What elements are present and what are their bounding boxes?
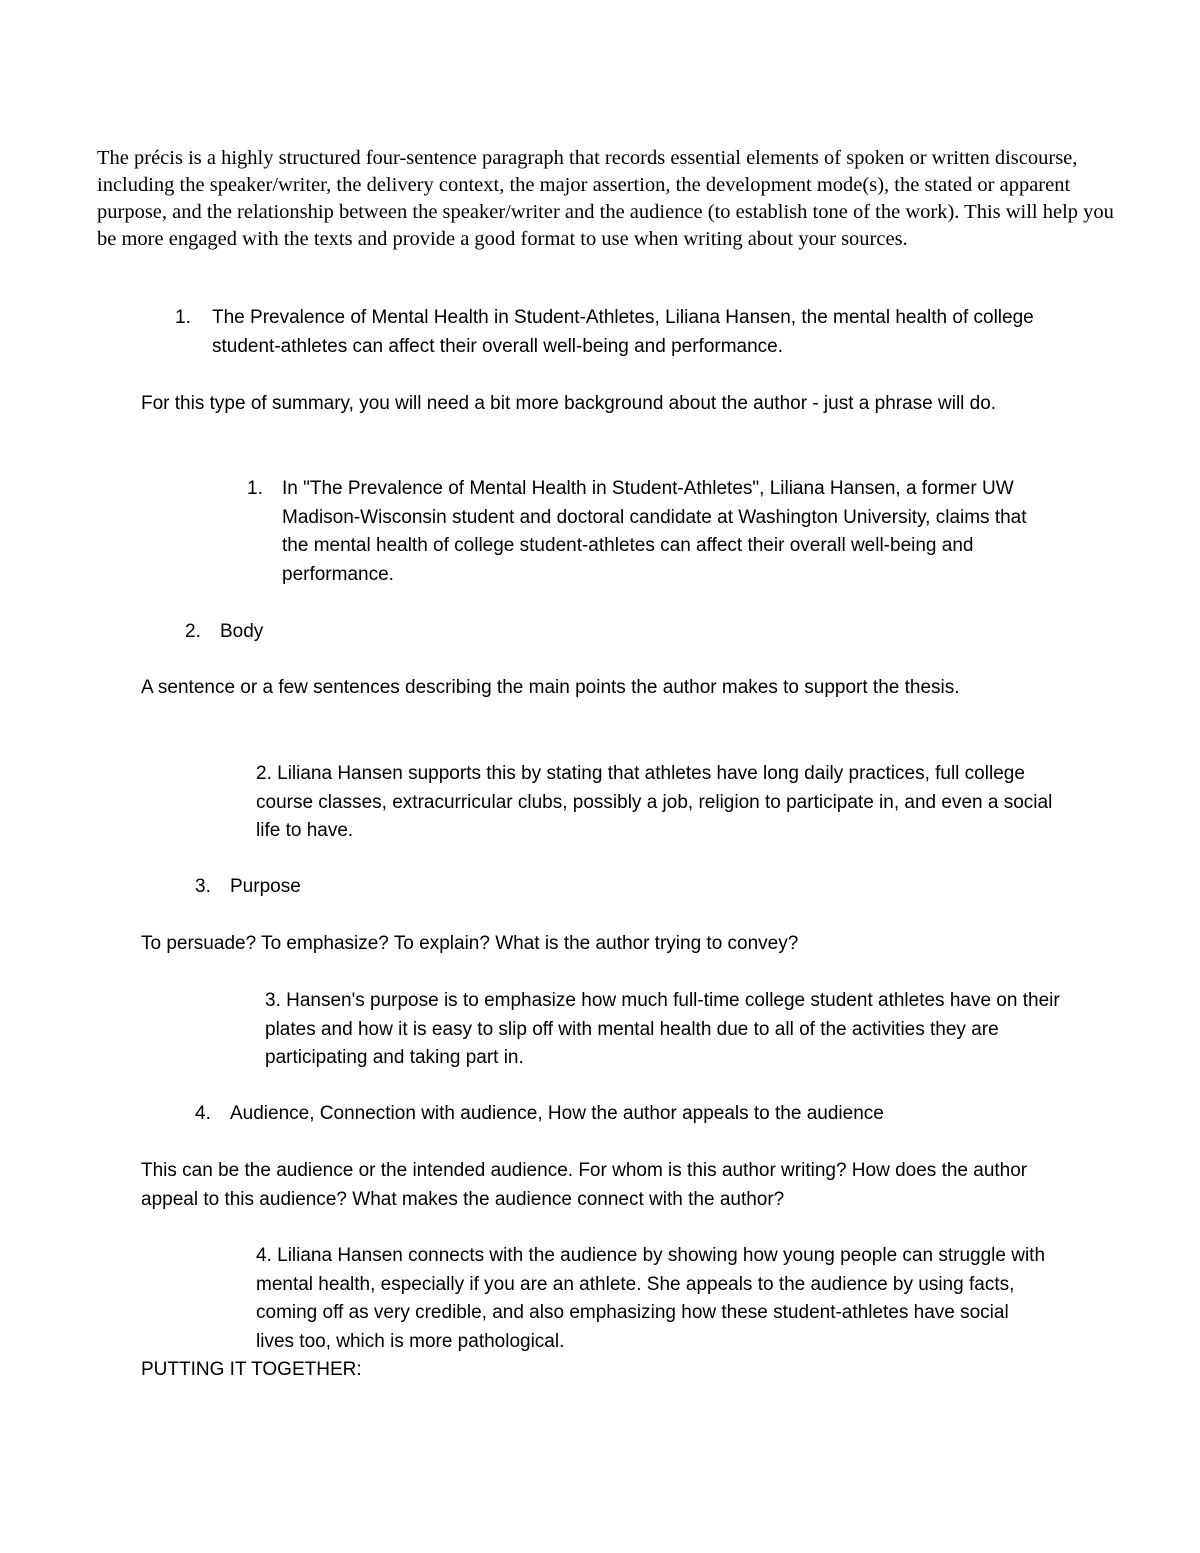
section4-heading: Audience, Connection with audience, How the author appeals to the audience [230, 1103, 884, 1124]
section3-heading-item [195, 873, 595, 902]
section4-number: 4. [195, 1103, 211, 1124]
section4-answer: 4. Liliana Hansen connects with the audience by showing how young people can struggle with mental health, especially if you are an athlete. She appeals to the audience by using facts, coming off as very credible, and also emphasizing how these student-athletes have social lives too, which is more pathological. [256, 1245, 1046, 1352]
section1-answer-text: In "The Prevalence of Mental Health in Student-Athletes", Liliana Hansen, a former UW Madison-Wisconsin student and doctoral candidate at Washington University, claims that the mental health of college student-athletes can affect their overall well-being and performance. [282, 478, 1027, 585]
section3-heading: Purpose [230, 876, 301, 897]
section2-number: 2. [185, 621, 201, 642]
section1-instruction: For this type of summary, you will need a bit more background about the author - just a phrase will do. [141, 393, 997, 414]
section1-item [175, 304, 1055, 361]
section3-answer: 3. Hansen's purpose is to emphasize how much full-time college student athletes have on their plates and how it is easy to slip off with mental health due to all of the activities they are participating and taking part in. [265, 990, 1060, 1068]
section2-heading-item [185, 618, 585, 647]
section3-instruction: To persuade? To emphasize? To explain? What is the author trying to convey? [141, 933, 799, 954]
closing-heading: PUTTING IT TOGETHER: [141, 1359, 362, 1380]
section2-instruction: A sentence or a few sentences describing the main points the author makes to support the thesis. [141, 677, 960, 698]
section2-answer: 2. Liliana Hansen supports this by stating that athletes have long daily practices, full college course classes, extracurricular clubs, possibly a job, religion to participate in, and even a social life to have. [256, 763, 1053, 841]
section4-instruction: This can be the audience or the intended audience. For whom is this author writing? How does the author appeal to this audience? What makes the audience connect with the author? [141, 1160, 1028, 1210]
section1-number: 1. [175, 307, 191, 328]
section3-number: 3. [195, 876, 211, 897]
section4-heading-item [195, 1100, 1095, 1129]
section1-text: The Prevalence of Mental Health in Student-Athletes, Liliana Hansen, the mental health of college student-athletes can affect their overall well-being and performance. [212, 307, 1034, 357]
intro-paragraph: The précis is a highly structured four-sentence paragraph that records essential elements of spoken or written discourse, including the speaker/writer, the delivery context, the major assertion, the development mode(s), the stated or apparent purpose, and the relationship between the speaker/writer and the audience (to establish tone of the work). This will help you be more engaged with the texts and provide a good format to use when writing about your sources. [97, 147, 1114, 250]
section1-answer-number: 1. [247, 478, 263, 499]
section2-heading: Body [220, 621, 264, 642]
section1-answer-item [247, 475, 1037, 589]
